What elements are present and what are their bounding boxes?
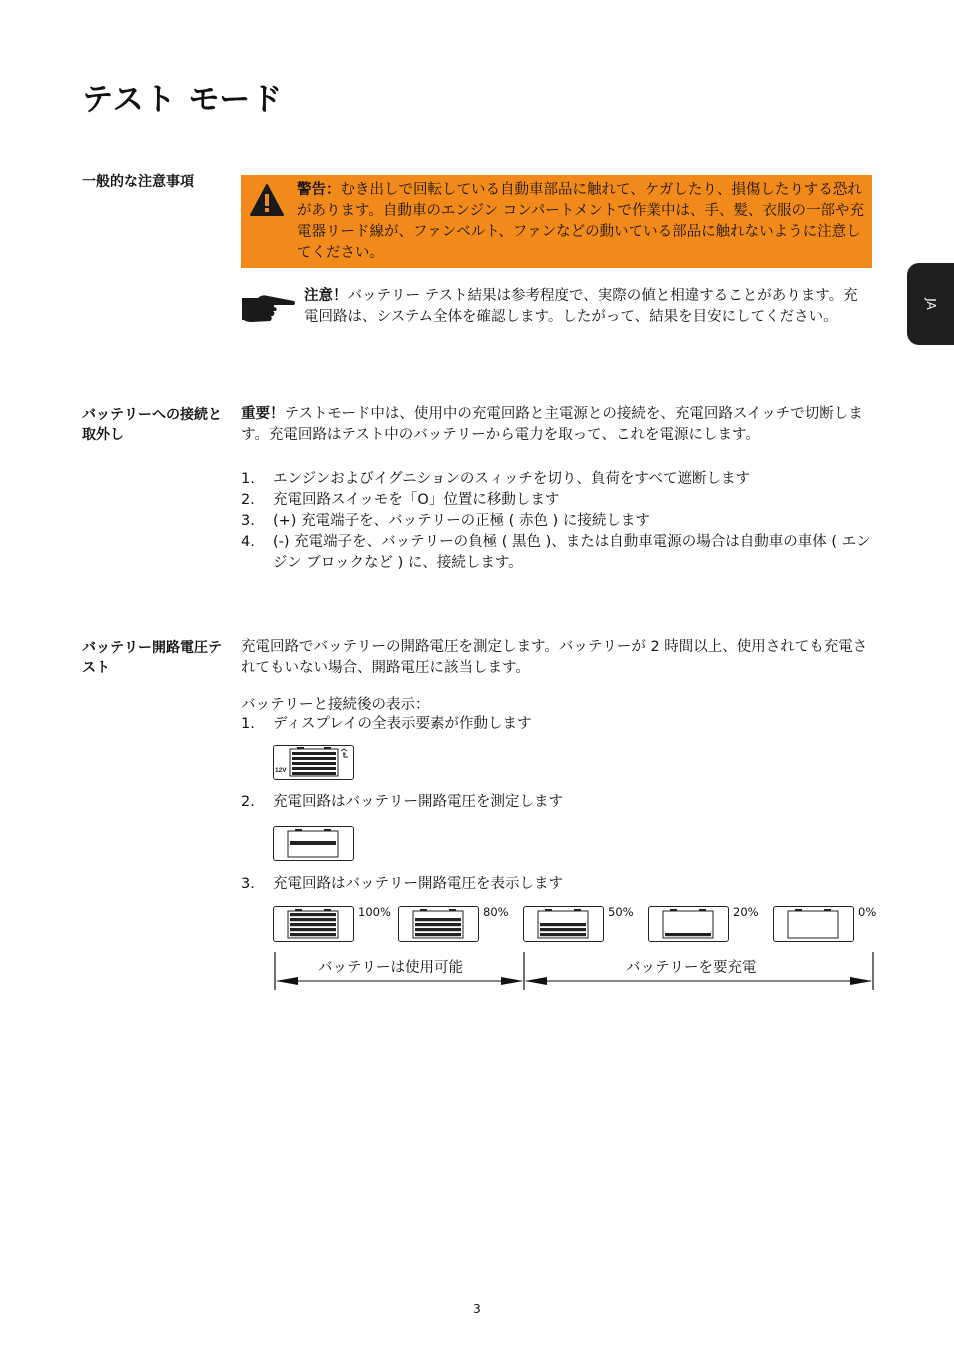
language-tab[interactable] <box>907 263 954 345</box>
charge-bar <box>290 913 336 916</box>
battery-terminal <box>795 909 802 911</box>
important-label: 重要！ <box>241 406 285 422</box>
level-label-20: 20% <box>733 905 759 919</box>
important-text <box>241 404 873 446</box>
note-label: 注意！ <box>304 288 348 304</box>
lcd-level-20 <box>648 906 729 942</box>
battery-terminal <box>545 909 552 911</box>
note-body: バッテリー テスト結果は参考程度で、実際の値と相違することがあります。充電回路は、システム全体を確認します。したがって、結果を目安にしてください。 <box>304 288 858 325</box>
charge-bar <box>415 918 461 921</box>
ocv-description: 充電回路でバッテリーの開路電圧を測定します。バッテリーが 2 時間以上、使用されても充電されてもいない場合、開路電圧に該当します。 <box>241 639 868 676</box>
connect-steps-list <box>241 469 873 574</box>
charge-bar <box>415 928 461 931</box>
battery-terminal <box>574 909 581 911</box>
battery-terminal <box>420 909 427 911</box>
lcd-level-0 <box>773 906 854 942</box>
charge-bar <box>290 933 336 936</box>
lcd-level-80 <box>398 906 479 942</box>
ocv-step-2: 2. 充電回路はバッテリー開路電圧を測定します <box>241 794 563 810</box>
important-body: テストモード中は、使用中の充電回路と主電源との接続を、充電回路スイッチで切断します。充電回路はテスト中のバッテリーから電力を取って、これを電源にします。 <box>241 406 863 443</box>
pointing-hand-icon <box>240 292 296 326</box>
after-connect-label: バッテリーと接続後の表示： <box>241 697 430 713</box>
usable-range-label: バッテリーは使用可能 <box>318 960 463 976</box>
charge-bar <box>290 918 336 921</box>
level-label-0: 0% <box>858 905 877 919</box>
battery-terminal <box>295 909 302 911</box>
battery-terminal <box>699 909 706 911</box>
battery-terminal <box>670 909 677 911</box>
section-label-general: 一般的な注意事項 <box>82 174 194 190</box>
lcd-level-100 <box>273 906 354 942</box>
ocv-step-1: 1. ディスプレイの全表示要素が作動します <box>241 716 532 732</box>
recharge-range-label: バッテリーを要充電 <box>626 960 757 976</box>
charge-bar <box>290 928 336 931</box>
ocv-step-3: 3. 充電回路はバッテリー開路電圧を表示します <box>241 876 563 892</box>
charge-bar <box>415 923 461 926</box>
level-label-50: 50% <box>608 905 634 919</box>
charge-bar <box>290 923 336 926</box>
list-item: 1. エンジンおよびイグニションのスィッチを切り、負荷をすべて遮断します <box>241 471 751 487</box>
lcd-all-segments <box>273 745 354 780</box>
page-title: テスト モード <box>82 82 284 118</box>
lcd-level-50 <box>523 906 604 942</box>
page-number: 3 <box>473 1302 481 1316</box>
warning-body: むき出しで回転している自動車部品に触れて、ケガしたり、損傷したりする恐れがあります。自動車のエンジン コンパートメントで作業中は、手、髪、衣服の一部や充電器リード線が、ファンベルト、ファンなどの動いている部品に触れないように注意してください。 <box>297 182 865 261</box>
lcd-12v-indicator: 12V <box>275 767 287 774</box>
level-label-100: 100% <box>358 905 391 919</box>
list-item: 4. (-) 充電端子を、バッテリーの負極 ( 黒色 )、または自動車電源の場合は自動車の車体 ( エンジン ブロックなど ) に、接続します。 <box>241 534 871 571</box>
section-label-connect: バッテリーへの接続と取外し <box>82 407 222 443</box>
battery-terminal <box>824 909 831 911</box>
battery-terminal <box>324 909 331 911</box>
note-text <box>304 286 872 328</box>
battery-outline <box>788 911 838 938</box>
charge-bar <box>540 933 586 936</box>
level-label-80: 80% <box>483 905 509 919</box>
list-item: 2. 充電回路スイッモを「O」位置に移動します <box>241 492 560 508</box>
charge-bar <box>540 923 586 926</box>
language-tab-label: JA <box>923 298 938 310</box>
warning-text <box>297 180 865 264</box>
battery-terminal <box>449 909 456 911</box>
section-label-ocv: バッテリー開路電圧テスト <box>82 640 222 676</box>
charge-bar <box>540 928 586 931</box>
warning-box <box>241 175 872 268</box>
warning-triangle-icon <box>249 183 285 217</box>
warning-label: 警告： <box>297 182 341 198</box>
charge-bar <box>415 933 461 936</box>
charge-bar <box>665 933 711 936</box>
list-item: 3. (+) 充電端子を、バッテリーの正極 ( 赤色 ) に接続します <box>241 513 650 529</box>
lcd-measuring <box>273 826 354 861</box>
